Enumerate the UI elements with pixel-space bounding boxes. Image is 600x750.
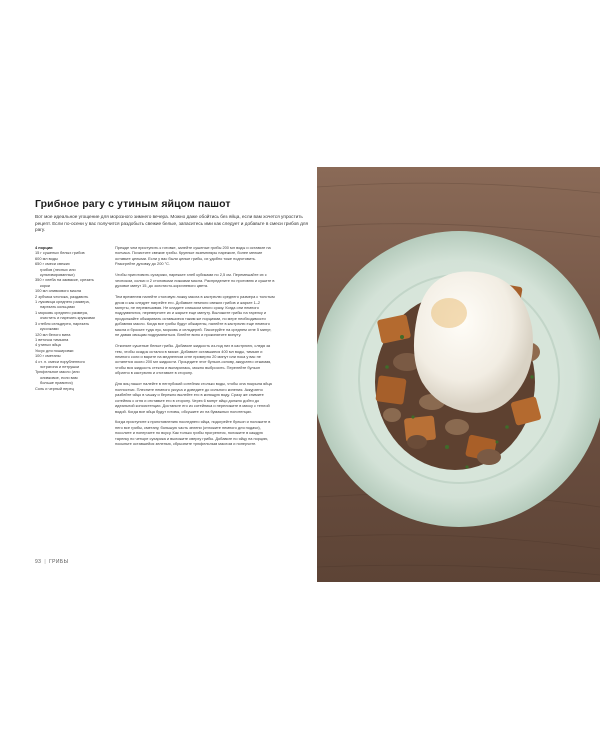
ingredient-item: 100 мл оливкового масла: [35, 288, 82, 294]
ingredient-item: 2 зубчика чеснока, раздавить: [35, 293, 89, 299]
page-number: 93: [35, 559, 42, 565]
ingredient-item: грибов (лесных или: [40, 266, 76, 272]
step-paragraph: Откиньте сушеные белые грибы. Добавьте жидкость из-под них в кастрюлю, следя за тем, чтобы осадок остался в миске. Добавьте оставшиеся 400 мл воды, тимьян и немного соли и варите на медленном огне примерно 20 минут или пока у вас не останется около 200 мл жидкости. Процедите этот бульон-основу, аккуратно отжимая, чтобы вся жидкость стекла и выпарилась, можно выбросить. Перелейте бульон обратно в кастрюлю и отставьте в сторону.: [115, 343, 272, 376]
ingredient-item: кусочками: [40, 326, 59, 332]
ingredient-item: 650 г смеси свежих: [35, 261, 70, 267]
ingredient-item: больше нравится): [40, 380, 73, 386]
ingredient-item: 1 луковица среднего размера,: [35, 299, 90, 305]
recipe-title: Грибное рагу с утиным яйцом пашот: [35, 198, 231, 210]
ingredient-item: 350 г хлеба на закваске, срезать: [35, 277, 94, 283]
ingredient-item: 15 г сушеных белых грибов: [35, 250, 85, 256]
ingredient-item: 3 стебля сельдерея, нарезать: [35, 320, 90, 326]
step-paragraph: Чтобы приготовить сухарики, нарежьте хлеб кубиками по 2,5 см. Перемешайте их с чесноком, солью и 2 столовыми ложками масла. Распределите по противню и сушите в духовке минут 15, до золотисто-коричневого цвета.: [115, 272, 275, 289]
ingredient-item: 4 утиных яйца: [35, 342, 61, 348]
method-steps: [115, 245, 275, 452]
ingredient-item: Уксус для пошировки: [35, 347, 74, 353]
footer-separator: |: [44, 559, 47, 565]
ingredient-item: культивированных): [40, 272, 75, 278]
ingredients-list: [35, 245, 108, 391]
ingredient-item: 4 ст. л. смеси порубленного: [35, 358, 85, 364]
ingredient-item: Соль и черный перец: [35, 385, 74, 391]
ingredient-item: 600 мл воды: [35, 255, 58, 261]
section-name: ГРИБЫ: [49, 559, 69, 565]
step-paragraph: Когда приступите к приготовлению последнего яйца, подогрейте бульон и положите в него все грибы, сметану, большую часть зелени (отложите немного для подачи), посолите и поперчите по вкусу. Как только грибы прогреются, положите в каждую тарелку по четыре сухарика и выложите сверху грибы. Добавьте по яйцу на порцию, посыпьте оставшейся зеленью, сбрызните трюфельным маслом и поперчите.: [115, 419, 271, 447]
step-paragraph: Тем временем налейте столовую ложку масла в кастрюлю среднего размера с толстым дном и как следует нагрейте его. Добавьте немного свежих грибов и жарьте 1–2 минуты, не перемешивая. Не кладите слишком много сразу. Когда они немного подрумянятся, переверните их и жарьте еще минуту. Выложите грибы на тарелку и продолжайте обжаривать оставшиеся таким же порциями, по мере необходимости добавляя масло. Когда все грибы будут обжарены, налейте в кастрюлю еще немного масла и бросьте туда лук, морковь и сельдерей. Пассеруйте на среднем огне 5 минут, не давая овощам подрумяниться. Влейте вино и прокипятите минуту.: [115, 294, 275, 338]
poached-egg: [414, 272, 533, 413]
step-paragraph: Для яиц пашот налейте в неглубокий сотейник столько воды, чтобы она покрыла яйца полностью. Плесните немного уксуса и доведите до сильного кипения. Аккуратно разбейте яйцо в чашку и бережно вылейте его в кипящую воду. Сразу же снимите сотейник с огня и отставьте его в сторону. Через 6 минут яйцо должно дойти до идеальной консистенции. Достаньте его из сотейника и переложите в миску с теплой водой. Когда все яйца будут готовы, обсушите их на бумажных полотенцах.: [115, 381, 272, 414]
ingredient-item: 1 веточка тимьяна: [35, 336, 69, 342]
recipe-intro: Вот мое идеальное угощение для морозного зимнего вечера. Можно даже обойтись без яйца, если вам хочется упростить рецепт. Если по-осени у вас получится раздобыть свежие белые, запаситесь ими как следует и добавьте в смеси грибов для рагу.: [35, 214, 309, 233]
ingredient-item: 1 морковь среднего размера,: [35, 309, 88, 315]
servings-label: 4 порции: [35, 245, 53, 250]
step-paragraph: Прежде чем приступить к готовке, залейте сушеные грибы 200 мл воды и оставьте на полчаса. Почистите свежие грибы. Крупные экземпляры нарежьте, более мелкие оставьте целыми. Если у вас были целые грибы, их удобно тоже подготовить. Разогрейте духовку до 200 °С.: [115, 245, 271, 267]
dish-photo: [317, 167, 600, 582]
page-footer: [35, 559, 68, 565]
ingredient-item: очистить и нарезать кружками: [40, 315, 95, 321]
ingredient-item: Трюфельное масло (или: [35, 369, 80, 375]
ingredient-item: оливковое, если вам: [40, 374, 78, 380]
ingredient-item: 120 мл белого вина: [35, 331, 71, 337]
ingredient-item: корки: [40, 282, 50, 288]
ingredient-item: эстрагона и петрушки: [40, 363, 80, 369]
ingredient-item: нарезать кольцами: [40, 304, 75, 310]
egg-yolk: [431, 298, 467, 328]
ingredient-item: 100 г сметаны: [35, 353, 61, 359]
